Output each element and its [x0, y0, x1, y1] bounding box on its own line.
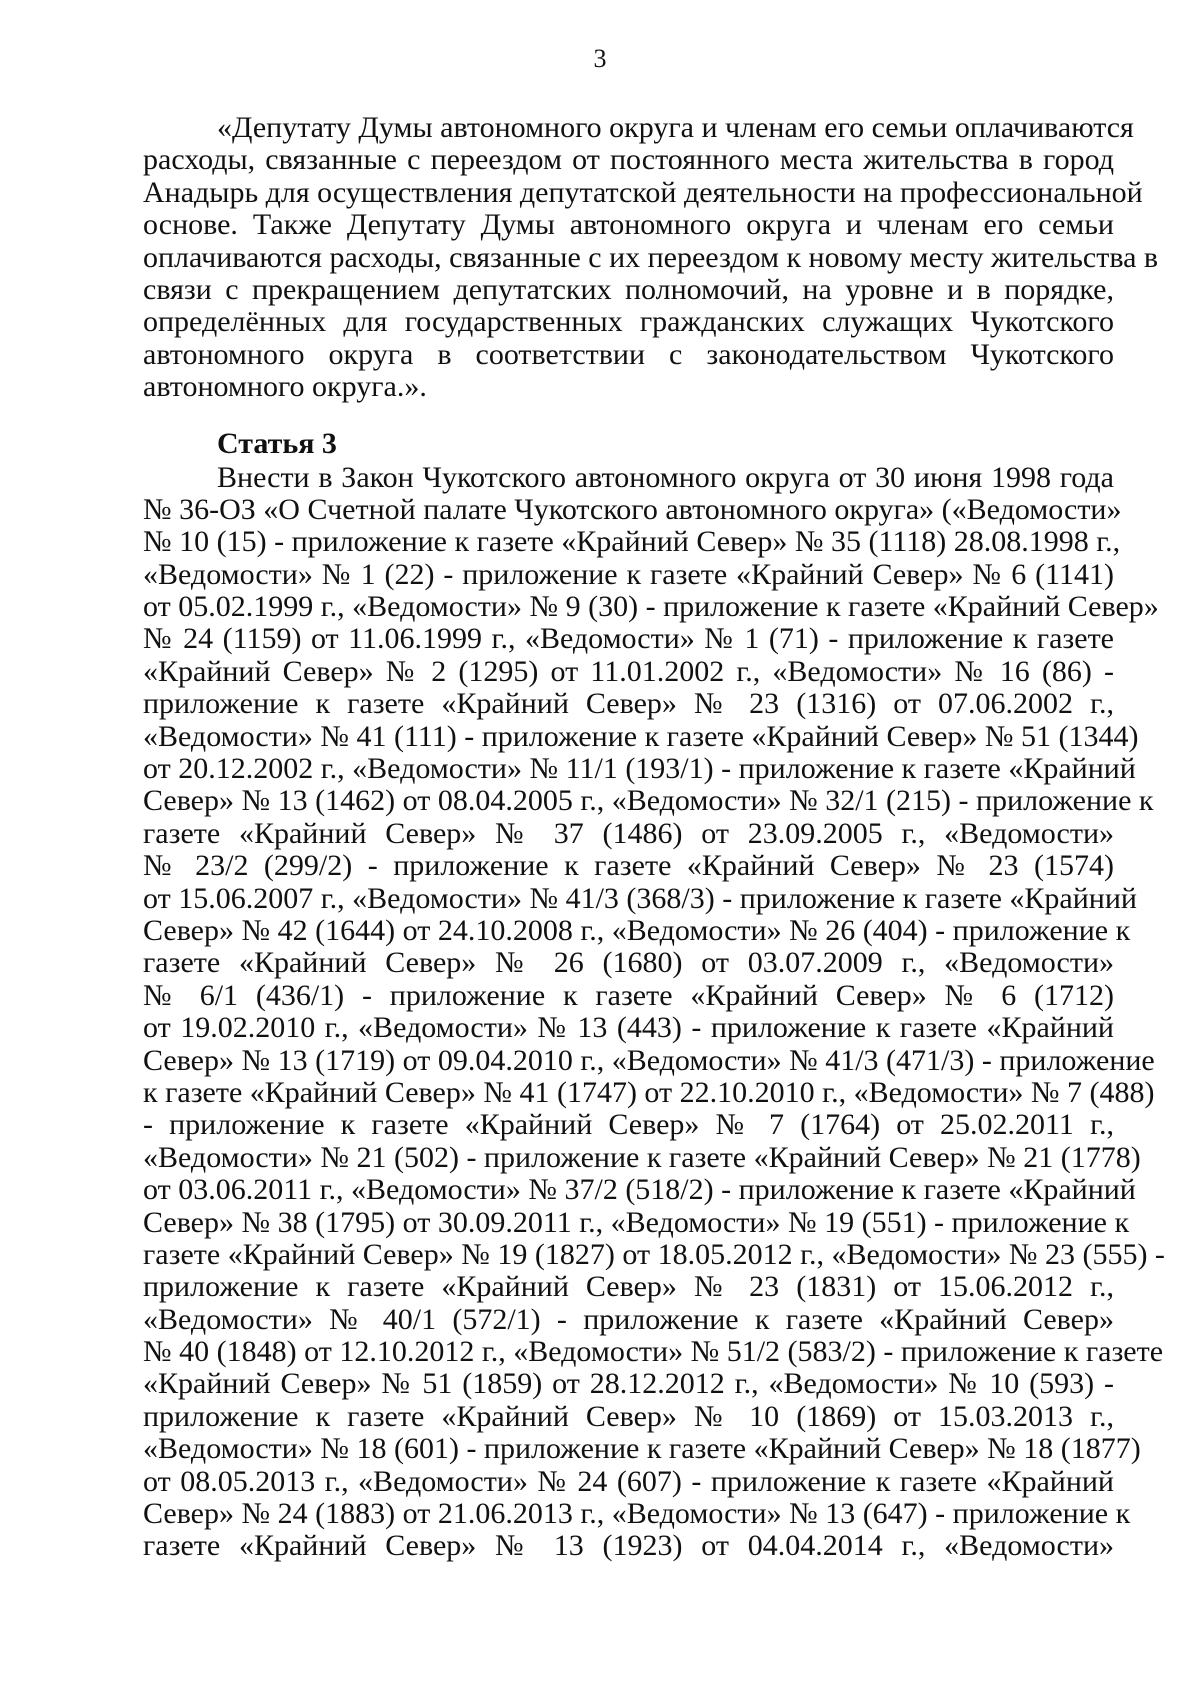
text-line: «Ведомости» № 21 (502) - приложение к газете «Крайний Север» № 21 (1778): [143, 1140, 1141, 1174]
text-line: от 03.06.2011 г., «Ведомости» № 37/2 (518/2) - приложение к газете «Крайний: [143, 1173, 1136, 1207]
text-line: от 05.02.1999 г., «Ведомости» № 9 (30) - приложение к газете «Крайний Север»: [143, 590, 1159, 624]
text-line: связи с прекращением депутатских полномочий, на уровне и в порядке,: [143, 272, 1114, 306]
text-line: оплачиваются расходы, связанные с их переездом к новому месту жительства в: [143, 240, 1159, 274]
text-line: автономного округа в соответствии с законодательством Чукотского: [143, 337, 1114, 371]
text-line: «Крайний Север» № 51 (1859) от 28.12.2012 г., «Ведомости» № 10 (593) -: [143, 1367, 1114, 1401]
text-line: Анадырь для осуществления депутатской деятельности на профессиональной: [143, 175, 1143, 209]
text-line: Север» № 42 (1644) от 24.10.2008 г., «Ведомости» № 26 (404) - приложение к: [143, 913, 1131, 947]
text-line: № 40 (1848) от 12.10.2012 г., «Ведомости» № 51/2 (583/2) - приложение к газете: [143, 1335, 1164, 1369]
text-line: Север» № 38 (1795) от 30.09.2011 г., «Ведомости» № 19 (551) - приложение к: [143, 1205, 1130, 1239]
text-line: автономного округа.».: [143, 370, 427, 404]
paragraph-deputy-expenses: [143, 111, 1159, 404]
text-line: «Ведомости» № 18 (601) - приложение к газете «Крайний Север» № 18 (1877): [143, 1432, 1141, 1466]
text-line: определённых для государственных гражданских служащих Чукотского: [143, 305, 1114, 339]
text-line: от 15.06.2007 г., «Ведомости» № 41/3 (368/3) - приложение к газете «Крайний: [143, 881, 1137, 915]
text-line: к газете «Крайний Север» № 41 (1747) от 22.10.2010 г., «Ведомости» № 7 (488): [143, 1075, 1155, 1109]
text-line: «Ведомости» № 40/1 (572/1) - приложение к газете «Крайний Север»: [143, 1302, 1114, 1336]
text-line: «Ведомости» № 1 (22) - приложение к газете «Крайний Север» № 6 (1141): [143, 557, 1114, 591]
text-line: № 24 (1159) от 11.06.1999 г., «Ведомости» № 1 (71) - приложение к газете: [143, 622, 1114, 656]
page-number: 3: [593, 44, 607, 73]
paragraph-article-3: [143, 460, 1165, 1563]
text-line: № 23/2 (299/2) - приложение к газете «Крайний Север» № 23 (1574): [143, 849, 1114, 883]
text-line: газете «Крайний Север» № 26 (1680) от 03.07.2009 г., «Ведомости»: [143, 946, 1114, 980]
text-line: приложение к газете «Крайний Север» № 23 (1831) от 15.06.2012 г.,: [143, 1270, 1114, 1304]
text-line: «Крайний Север» № 2 (1295) от 11.01.2002 г., «Ведомости» № 16 (86) -: [143, 654, 1114, 688]
text-line: газете «Крайний Север» № 19 (1827) от 18.05.2012 г., «Ведомости» № 23 (555) -: [143, 1237, 1165, 1271]
text-line: Внести в Закон Чукотского автономного округа от 30 июня 1998 года: [217, 460, 1114, 494]
text-line: № 6/1 (436/1) - приложение к газете «Крайний Север» № 6 (1712): [143, 978, 1114, 1012]
text-line: расходы, связанные с переездом от постоянного места жительства в город: [143, 143, 1114, 177]
text-line: от 20.12.2002 г., «Ведомости» № 11/1 (193/1) - приложение к газете «Крайний: [143, 752, 1136, 786]
text-line: Север» № 13 (1719) от 09.04.2010 г., «Ведомости» № 41/3 (471/3) - приложение: [143, 1043, 1155, 1077]
text-line: основе. Также Депутату Думы автономного округа и членам его семьи: [143, 208, 1114, 242]
text-line: Север» № 24 (1883) от 21.06.2013 г., «Ведомости» № 13 (647) - приложение к: [143, 1497, 1131, 1531]
text-line: от 08.05.2013 г., «Ведомости» № 24 (607) - приложение к газете «Крайний: [143, 1464, 1114, 1498]
text-line: № 36-ОЗ «О Счетной палате Чукотского автономного округа» («Ведомости»: [143, 492, 1122, 526]
document-body: [143, 111, 1165, 1563]
text-line: от 19.02.2010 г., «Ведомости» № 13 (443) - приложение к газете «Крайний: [143, 1011, 1114, 1045]
text-line: № 10 (15) - приложение к газете «Крайний Север» № 35 (1118) 28.08.1998 г.,: [143, 525, 1121, 559]
text-line: «Ведомости» № 41 (111) - приложение к газете «Крайний Север» № 51 (1344): [143, 719, 1139, 753]
text-line: Север» № 13 (1462) от 08.04.2005 г., «Ведомости» № 32/1 (215) - приложение к: [143, 784, 1154, 818]
text-line: приложение к газете «Крайний Север» № 10 (1869) от 15.03.2013 г.,: [143, 1399, 1114, 1433]
article-heading: Статья 3: [217, 426, 337, 460]
text-line: приложение к газете «Крайний Север» № 23 (1316) от 07.06.2002 г.,: [143, 687, 1114, 721]
text-line: газете «Крайний Север» № 13 (1923) от 04.04.2014 г., «Ведомости»: [143, 1529, 1114, 1563]
text-line: «Депутату Думы автономного округа и членам его семьи оплачиваются: [217, 111, 1134, 144]
text-line: - приложение к газете «Крайний Север» № 7 (1764) от 25.02.2011 г.,: [143, 1108, 1114, 1142]
text-line: газете «Крайний Север» № 37 (1486) от 23.09.2005 г., «Ведомости»: [143, 816, 1114, 850]
